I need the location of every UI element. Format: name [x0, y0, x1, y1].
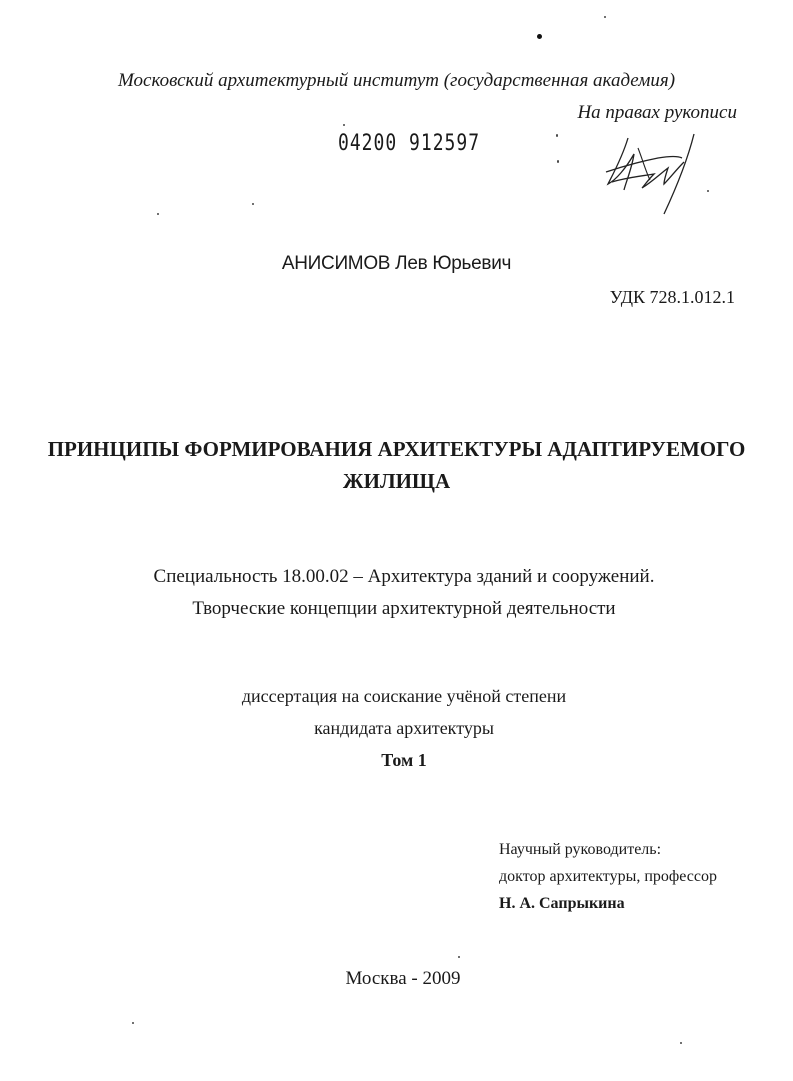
degree-statement — [0, 680, 793, 776]
specialty-line-1: Специальность 18.00.02 – Архитектура зданий и сооружений. — [153, 566, 655, 587]
rights-note: На правах рукописи — [577, 102, 737, 123]
scan-speck — [537, 34, 542, 39]
library-stamp: 04200 912597 — [338, 130, 481, 157]
institute-name: Московский архитектурный институт (государственная академия) — [117, 70, 676, 91]
scan-speck — [707, 190, 709, 192]
scan-speck — [556, 134, 558, 137]
degree-line-1: диссертация на соискание учёной степени — [241, 686, 567, 706]
scan-speck — [557, 160, 559, 163]
udk-code: УДК 728.1.012.1 — [609, 287, 735, 307]
scan-speck — [680, 1042, 682, 1044]
scan-speck — [157, 213, 159, 215]
scan-speck — [343, 124, 345, 126]
advisor-name: Н. А. Сапрыкина — [499, 895, 625, 912]
city-year: Москва - 2009 — [345, 968, 461, 989]
advisor-label: Научный руководитель: — [499, 841, 662, 858]
scan-speck — [252, 203, 254, 205]
volume-label: Том 1 — [381, 750, 427, 770]
advisor-degree: доктор архитектуры, профессор — [499, 868, 717, 885]
dissertation-title — [0, 433, 793, 497]
scan-speck — [458, 956, 460, 958]
specialty-line-2: Творческие концепции архитектурной деятельности — [192, 598, 616, 619]
specialty — [0, 561, 793, 625]
scientific-advisor — [499, 836, 717, 917]
author-name: АНИСИМОВ Лев Юрьевич — [281, 253, 512, 274]
signature-icon — [598, 128, 702, 218]
scan-speck — [604, 16, 606, 18]
title-line-1: ПРИНЦИПЫ ФОРМИРОВАНИЯ АРХИТЕКТУРЫ АДАПТИРУЕМОГО — [47, 437, 746, 461]
degree-line-2: кандидата архитектуры — [314, 718, 494, 738]
scan-speck — [132, 1022, 134, 1024]
title-line-2: ЖИЛИЩА — [342, 469, 451, 493]
